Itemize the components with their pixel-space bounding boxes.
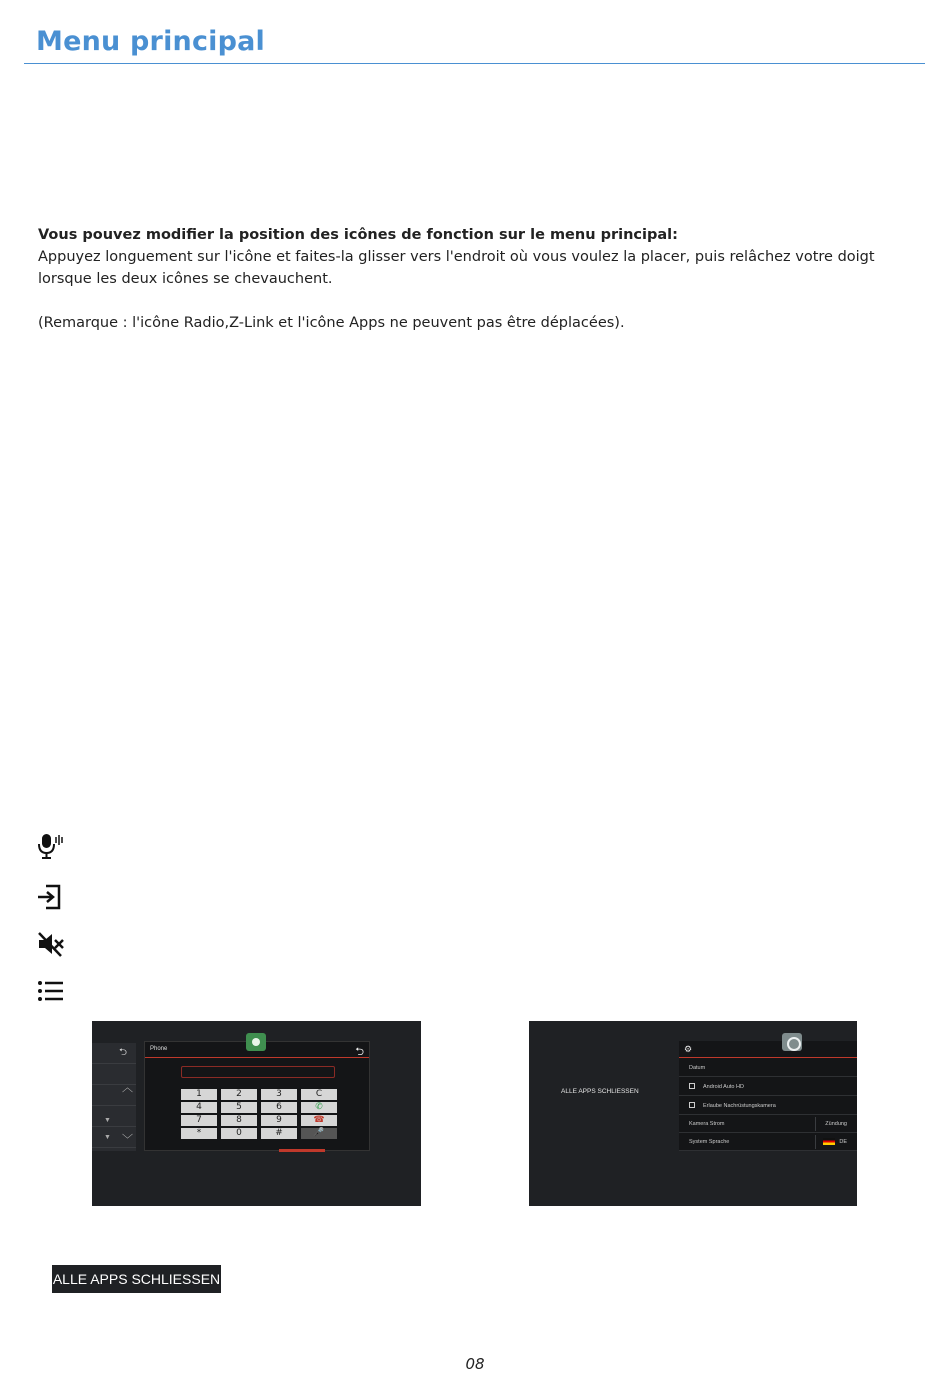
key: #	[261, 1128, 297, 1139]
instructions-heading: Vous pouvez modifier la position des icônes de fonction sur le menu principal:	[38, 227, 678, 243]
key: 2	[221, 1089, 257, 1100]
chevron-down-icon: ﹀	[122, 1134, 133, 1146]
dialer-panel	[144, 1041, 370, 1151]
mic-icon: 🎤	[301, 1128, 337, 1139]
settings-header	[679, 1041, 857, 1058]
key: 5	[221, 1102, 257, 1113]
key: C	[301, 1089, 337, 1100]
keypad	[181, 1089, 337, 1139]
microphone-icon	[36, 831, 66, 861]
hang-up-icon: ☎	[301, 1115, 337, 1126]
key: 1	[181, 1089, 217, 1100]
dialer-title: Phone	[150, 1046, 168, 1052]
close-all-apps-label: ALLE APPS SCHLIESSEN	[561, 1088, 639, 1095]
mute-icon	[36, 929, 66, 959]
checkbox-icon	[689, 1102, 695, 1108]
key: 4	[181, 1102, 217, 1113]
settings-panel	[679, 1041, 857, 1151]
phone-app-icon	[246, 1033, 266, 1051]
settings-row: Datum	[679, 1059, 857, 1077]
instructions	[38, 224, 898, 334]
settings-row: System Sprache DE	[679, 1133, 857, 1151]
settings-row: Kamera Strom Zündung	[679, 1115, 857, 1133]
list-icon	[36, 976, 66, 1006]
page-title: Menu principal	[36, 26, 266, 57]
instructions-paragraph: Appuyez longuement sur l'icône et faites-la glisser vers l'endroit où vous voulez la placer, puis relâchez votre doigt lorsque les deux icônes se chevauchent.	[38, 249, 875, 287]
key: 8	[221, 1115, 257, 1126]
checkbox-icon	[689, 1083, 695, 1089]
key: *	[181, 1128, 217, 1139]
key: 9	[261, 1115, 297, 1126]
settings-row: Android Auto HD	[679, 1078, 857, 1096]
german-flag-icon	[823, 1138, 835, 1145]
triangle-down-icon: ▼	[104, 1117, 111, 1124]
settings-row: Erlaube Nachrüstungskamera	[679, 1097, 857, 1115]
back-icon: ⮌	[119, 1047, 128, 1058]
title-divider	[24, 63, 925, 64]
page-number: 08	[465, 1355, 485, 1373]
key: 0	[221, 1128, 257, 1139]
gear-icon: ⚙	[684, 1044, 693, 1054]
key: 6	[261, 1102, 297, 1113]
key: 7	[181, 1115, 217, 1126]
back-icon: ⮌	[355, 1046, 364, 1058]
close-all-apps-button: ALLE APPS SCHLIESSEN	[52, 1265, 221, 1293]
phone-screenshot	[92, 1021, 421, 1206]
key: 3	[261, 1089, 297, 1100]
triangle-down-icon: ▼	[104, 1134, 111, 1141]
chevron-up-icon: ︿	[122, 1082, 133, 1094]
settings-app-icon	[782, 1033, 802, 1051]
login-icon	[36, 882, 66, 912]
number-display	[181, 1066, 335, 1078]
dialer-footer	[144, 1149, 370, 1152]
settings-screenshot	[529, 1021, 857, 1206]
call-icon: ✆	[301, 1102, 337, 1113]
instructions-note: (Remarque : l'icône Radio,Z-Link et l'icône Apps ne peuvent pas être déplacées).	[38, 315, 625, 331]
